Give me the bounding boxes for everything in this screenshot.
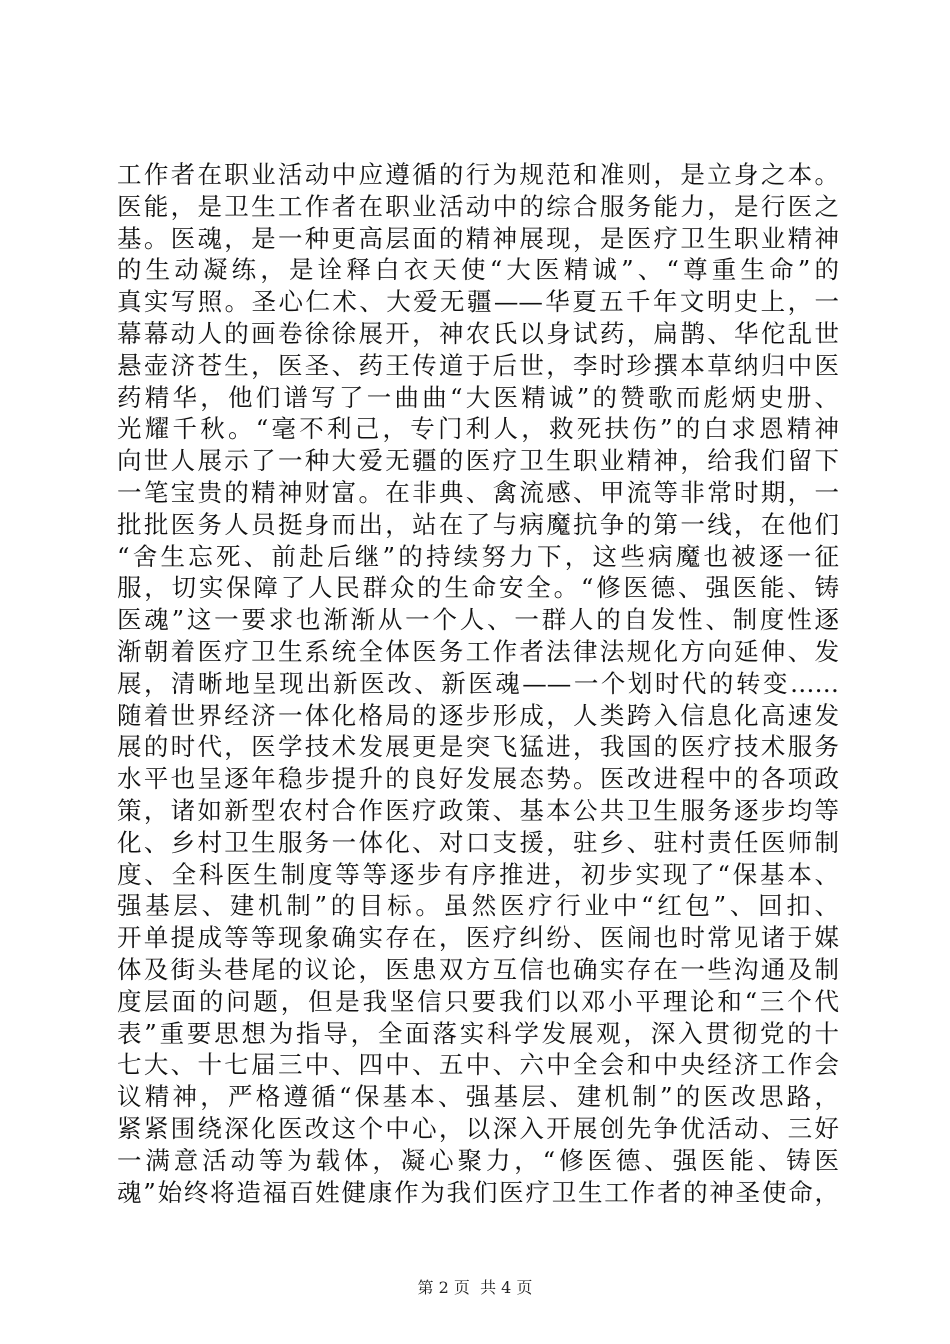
text-line: 一满意活动等为载体，凝心聚力，“修医德、强医能、铸医 xyxy=(117,1145,839,1175)
text-line: 一笔宝贵的精神财富。在非典、禽流感、甲流等非常时期，一 xyxy=(117,477,839,507)
text-line: 魂”始终将造福百姓健康作为我们医疗卫生工作者的神圣使命， xyxy=(117,1177,839,1207)
body-paragraph xyxy=(117,159,839,1208)
text-line: “舍生忘死、前赴后继”的持续努力下，这些病魔也被逐一征 xyxy=(117,541,839,571)
text-line: 医魂”这一要求也渐渐从一个人、一群人的自发性、制度性逐 xyxy=(117,605,839,635)
text-line: 开单提成等等现象确实存在，医疗纠纷、医闹也时常见诸于媒 xyxy=(117,923,839,953)
text-line: 药精华，他们谱写了一曲曲“大医精诚”的赞歌而彪炳史册、 xyxy=(117,382,839,412)
text-line: 展的时代，医学技术发展更是突飞猛进，我国的医疗技术服务 xyxy=(117,732,839,762)
text-line: 七大、十七届三中、四中、五中、六中全会和中央经济工作会 xyxy=(117,1050,839,1080)
text-line: 基。医魂，是一种更高层面的精神展现，是医疗卫生职业精神 xyxy=(117,223,839,253)
text-line: 度、全科医生制度等等逐步有序推进，初步实现了“保基本、 xyxy=(117,859,839,889)
text-line: 度层面的问题，但是我坚信只要我们以邓小平理论和“三个代 xyxy=(117,986,839,1016)
text-line: 水平也呈逐年稳步提升的良好发展态势。医改进程中的各项政 xyxy=(117,764,839,794)
text-line: 强基层、建机制”的目标。虽然医疗行业中“红包”、回扣、 xyxy=(117,891,839,921)
text-line: 渐朝着医疗卫生系统全体医务工作者法律法规化方向延伸、发 xyxy=(117,636,839,666)
text-line: 表”重要思想为指导，全面落实科学发展观，深入贯彻党的十 xyxy=(117,1018,839,1048)
text-line: 工作者在职业活动中应遵循的行为规范和准则，是立身之本。 xyxy=(117,160,839,189)
text-line: 紧紧围绕深化医改这个中心，以深入开展创先争优活动、三好 xyxy=(117,1113,839,1143)
text-line: 议精神，严格遵循“保基本、强基层、建机制”的医改思路， xyxy=(117,1082,839,1112)
text-line: 光耀千秋。“毫不利己，专门利人，救死扶伤”的白求恩精神 xyxy=(117,414,839,444)
text-line: 随着世界经济一体化格局的逐步形成，人类跨入信息化高速发 xyxy=(117,700,839,730)
text-line: 批批医务人员挺身而出，站在了与病魔抗争的第一线，在他们 xyxy=(117,509,839,539)
text-line: 悬壶济苍生，医圣、药王传道于后世，李时珍撰本草纳归中医 xyxy=(117,350,839,380)
text-line: 医能，是卫生工作者在职业活动中的综合服务能力，是行医之 xyxy=(117,191,839,221)
text-line: 策，诸如新型农村合作医疗政策、基本公共卫生服务逐步均等 xyxy=(117,795,839,825)
text-line: 真实写照。圣心仁术、大爱无疆——华夏五千年文明史上，一 xyxy=(117,287,839,317)
text-line: 幕幕动人的画卷徐徐展开，神农氏以身试药，扁鹊、华佗乱世 xyxy=(117,318,839,348)
text-line: 体及街头巷尾的议论，医患双方互信也确实存在一些沟通及制 xyxy=(117,954,839,984)
page-footer: 第 2 页 共 4 页 xyxy=(417,1278,533,1297)
text-line: 向世人展示了一种大爱无疆的医疗卫生职业精神，给我们留下 xyxy=(117,446,839,476)
text-line: 化、乡村卫生服务一体化、对口支援，驻乡、驻村责任医师制 xyxy=(117,827,839,857)
text-line: 展，清晰地呈现出新医改、新医魂——一个划时代的转变…… xyxy=(117,668,839,698)
text-line: 服，切实保障了人民群众的生命安全。“修医德、强医能、铸 xyxy=(117,573,839,603)
text-line: 的生动凝练，是诠释白衣天使“大医精诚”、“尊重生命”的 xyxy=(117,255,839,285)
